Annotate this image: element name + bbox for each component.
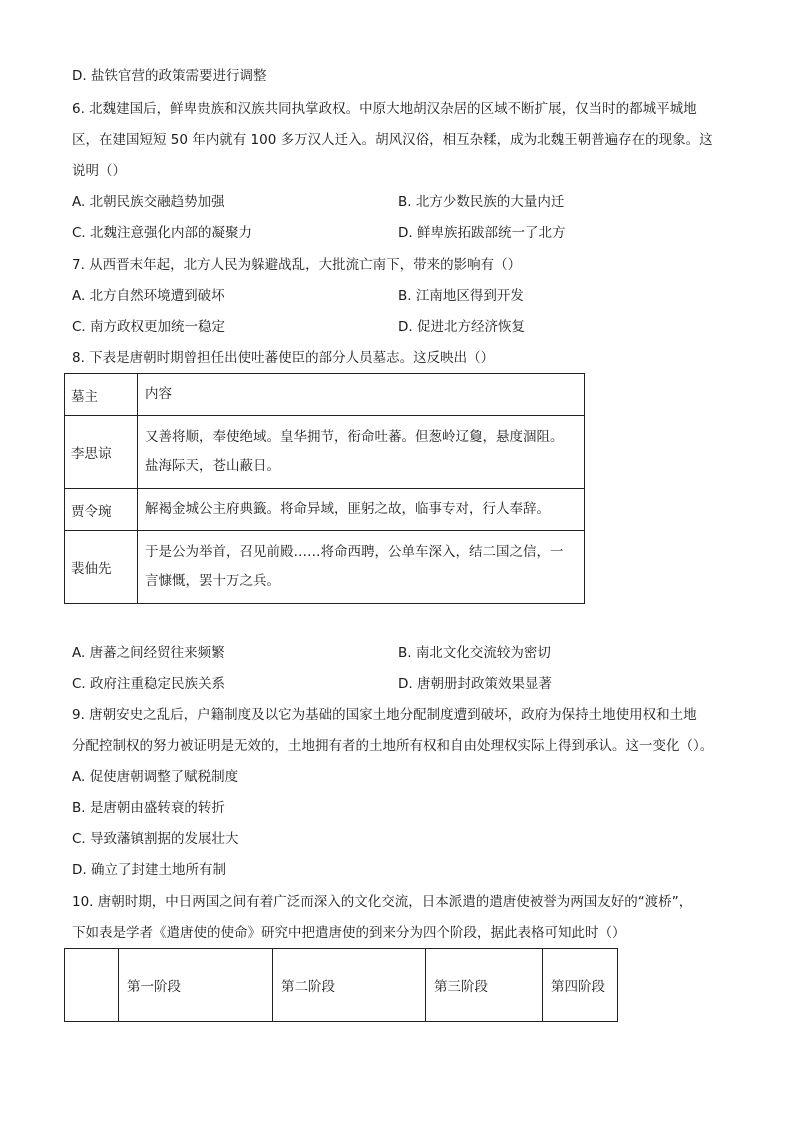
tomb-owner-cell: 李思谅 (65, 416, 138, 489)
q8-option-c[interactable]: C. 政府注重稳定民族关系 (72, 676, 226, 692)
stage-header-4: 第四阶段 (543, 949, 618, 1022)
stage-header-empty (65, 949, 119, 1022)
q9-option-d[interactable]: D. 确立了封建土地所有制 (72, 862, 226, 878)
q6-stem-line-2: 区，在建国短短 50 年内就有 100 多万汉人迁入。胡风汉俗，相互杂糅，成为北魏王朝普遍存在的现象。这 (72, 132, 713, 148)
q8-option-d[interactable]: D. 唐朝册封政策效果显著 (398, 676, 552, 692)
content-line: 于是公为举首，召见前殿……将命西聘，公单车深入，结二国之信，一 (145, 544, 564, 560)
q7-option-b[interactable]: B. 江南地区得到开发 (398, 288, 524, 304)
header-tomb-owner: 墓主 (65, 374, 138, 416)
q7-option-c[interactable]: C. 南方政权更加统一稳定 (72, 319, 226, 335)
content-line: 盐海际天，苍山蔽日。 (145, 458, 280, 474)
q9-stem-line-1: 9. 唐朝安史之乱后，户籍制度及以它为基础的国家土地分配制度遭到破坏，政府为保持土地使用权和土地 (72, 707, 697, 723)
q6-option-b[interactable]: B. 北方少数民族的大量内迁 (398, 194, 565, 210)
q9-option-c[interactable]: C. 导致藩镇割据的发展壮大 (72, 831, 239, 847)
q6-option-c[interactable]: C. 北魏注意强化内部的凝聚力 (72, 225, 253, 241)
table-header-row (65, 374, 585, 416)
q8-option-a[interactable]: A. 唐蕃之间经贸往来频繁 (72, 645, 225, 661)
table-row (65, 416, 585, 489)
q10-stages-table (64, 948, 618, 1022)
q9-stem-line-2: 分配控制权的努力被证明是无效的，土地拥有者的土地所有权和自由处理权实际上得到承认。这一变化（）。 (72, 738, 714, 754)
q6-option-d[interactable]: D. 鲜卑族拓跋部统一了北方 (398, 225, 566, 241)
content-line: 解褐金城公主府典籤。将命异域，匪躬之故，临事专对，行人奉辞。 (145, 501, 550, 517)
content-cell (138, 489, 585, 531)
table-row (65, 489, 585, 531)
stage-header-3: 第三阶段 (426, 949, 543, 1022)
stage-header-1: 第一阶段 (119, 949, 273, 1022)
stage-header-2: 第二阶段 (273, 949, 426, 1022)
content-line: 言慷慨，罢十万之兵。 (145, 573, 280, 589)
content-line: 又善将顺，奉使绝域。皇华拥节，衔命吐蕃。但葱岭辽敻，悬度涸阻。 (145, 429, 564, 445)
q8-epitaph-table (64, 373, 585, 604)
q9-option-b[interactable]: B. 是唐朝由盛转衰的转折 (72, 800, 225, 816)
q10-stem-line-2: 下如表是学者《遣唐使的使命》研究中把遣唐使的到来分为四个阶段，据此表格可知此时（） (72, 925, 626, 941)
table-header-row (65, 949, 618, 1022)
q6-stem-line-1: 6. 北魏建国后，鲜卑贵族和汉族共同执掌政权。中原大地胡汉杂居的区域不断扩展，仅当时的都城平城地 (72, 101, 697, 117)
table-row (65, 531, 585, 604)
content-cell (138, 531, 585, 604)
q6-stem-line-3: 说明（） (72, 163, 126, 179)
q10-stem-line-1: 10. 唐朝时期，中日两国之间有着广泛而深入的文化交流，日本派遣的遣唐使被誉为两国友好的“渡桥”， (72, 894, 693, 910)
q7-option-a[interactable]: A. 北方自然环境遭到破坏 (72, 288, 225, 304)
q8-stem: 8. 下表是唐朝时期曾担任出使吐蕃使臣的部分人员墓志。这反映出（） (72, 350, 495, 366)
tomb-owner-cell: 贾令琬 (65, 489, 138, 531)
q7-option-d[interactable]: D. 促进北方经济恢复 (398, 319, 525, 335)
tomb-owner-cell: 裴伷先 (65, 531, 138, 604)
q6-option-a[interactable]: A. 北朝民族交融趋势加强 (72, 194, 225, 210)
header-content: 内容 (138, 374, 585, 416)
q9-option-a[interactable]: A. 促使唐朝调整了赋税制度 (72, 769, 239, 785)
q8-option-b[interactable]: B. 南北文化交流较为密切 (398, 645, 551, 661)
q7-stem: 7. 从西晋末年起，北方人民为躲避战乱，大批流亡南下，带来的影响有（） (72, 257, 522, 273)
content-cell (138, 416, 585, 489)
prev-question-option-d: D. 盐铁官营的政策需要进行调整 (72, 68, 267, 84)
